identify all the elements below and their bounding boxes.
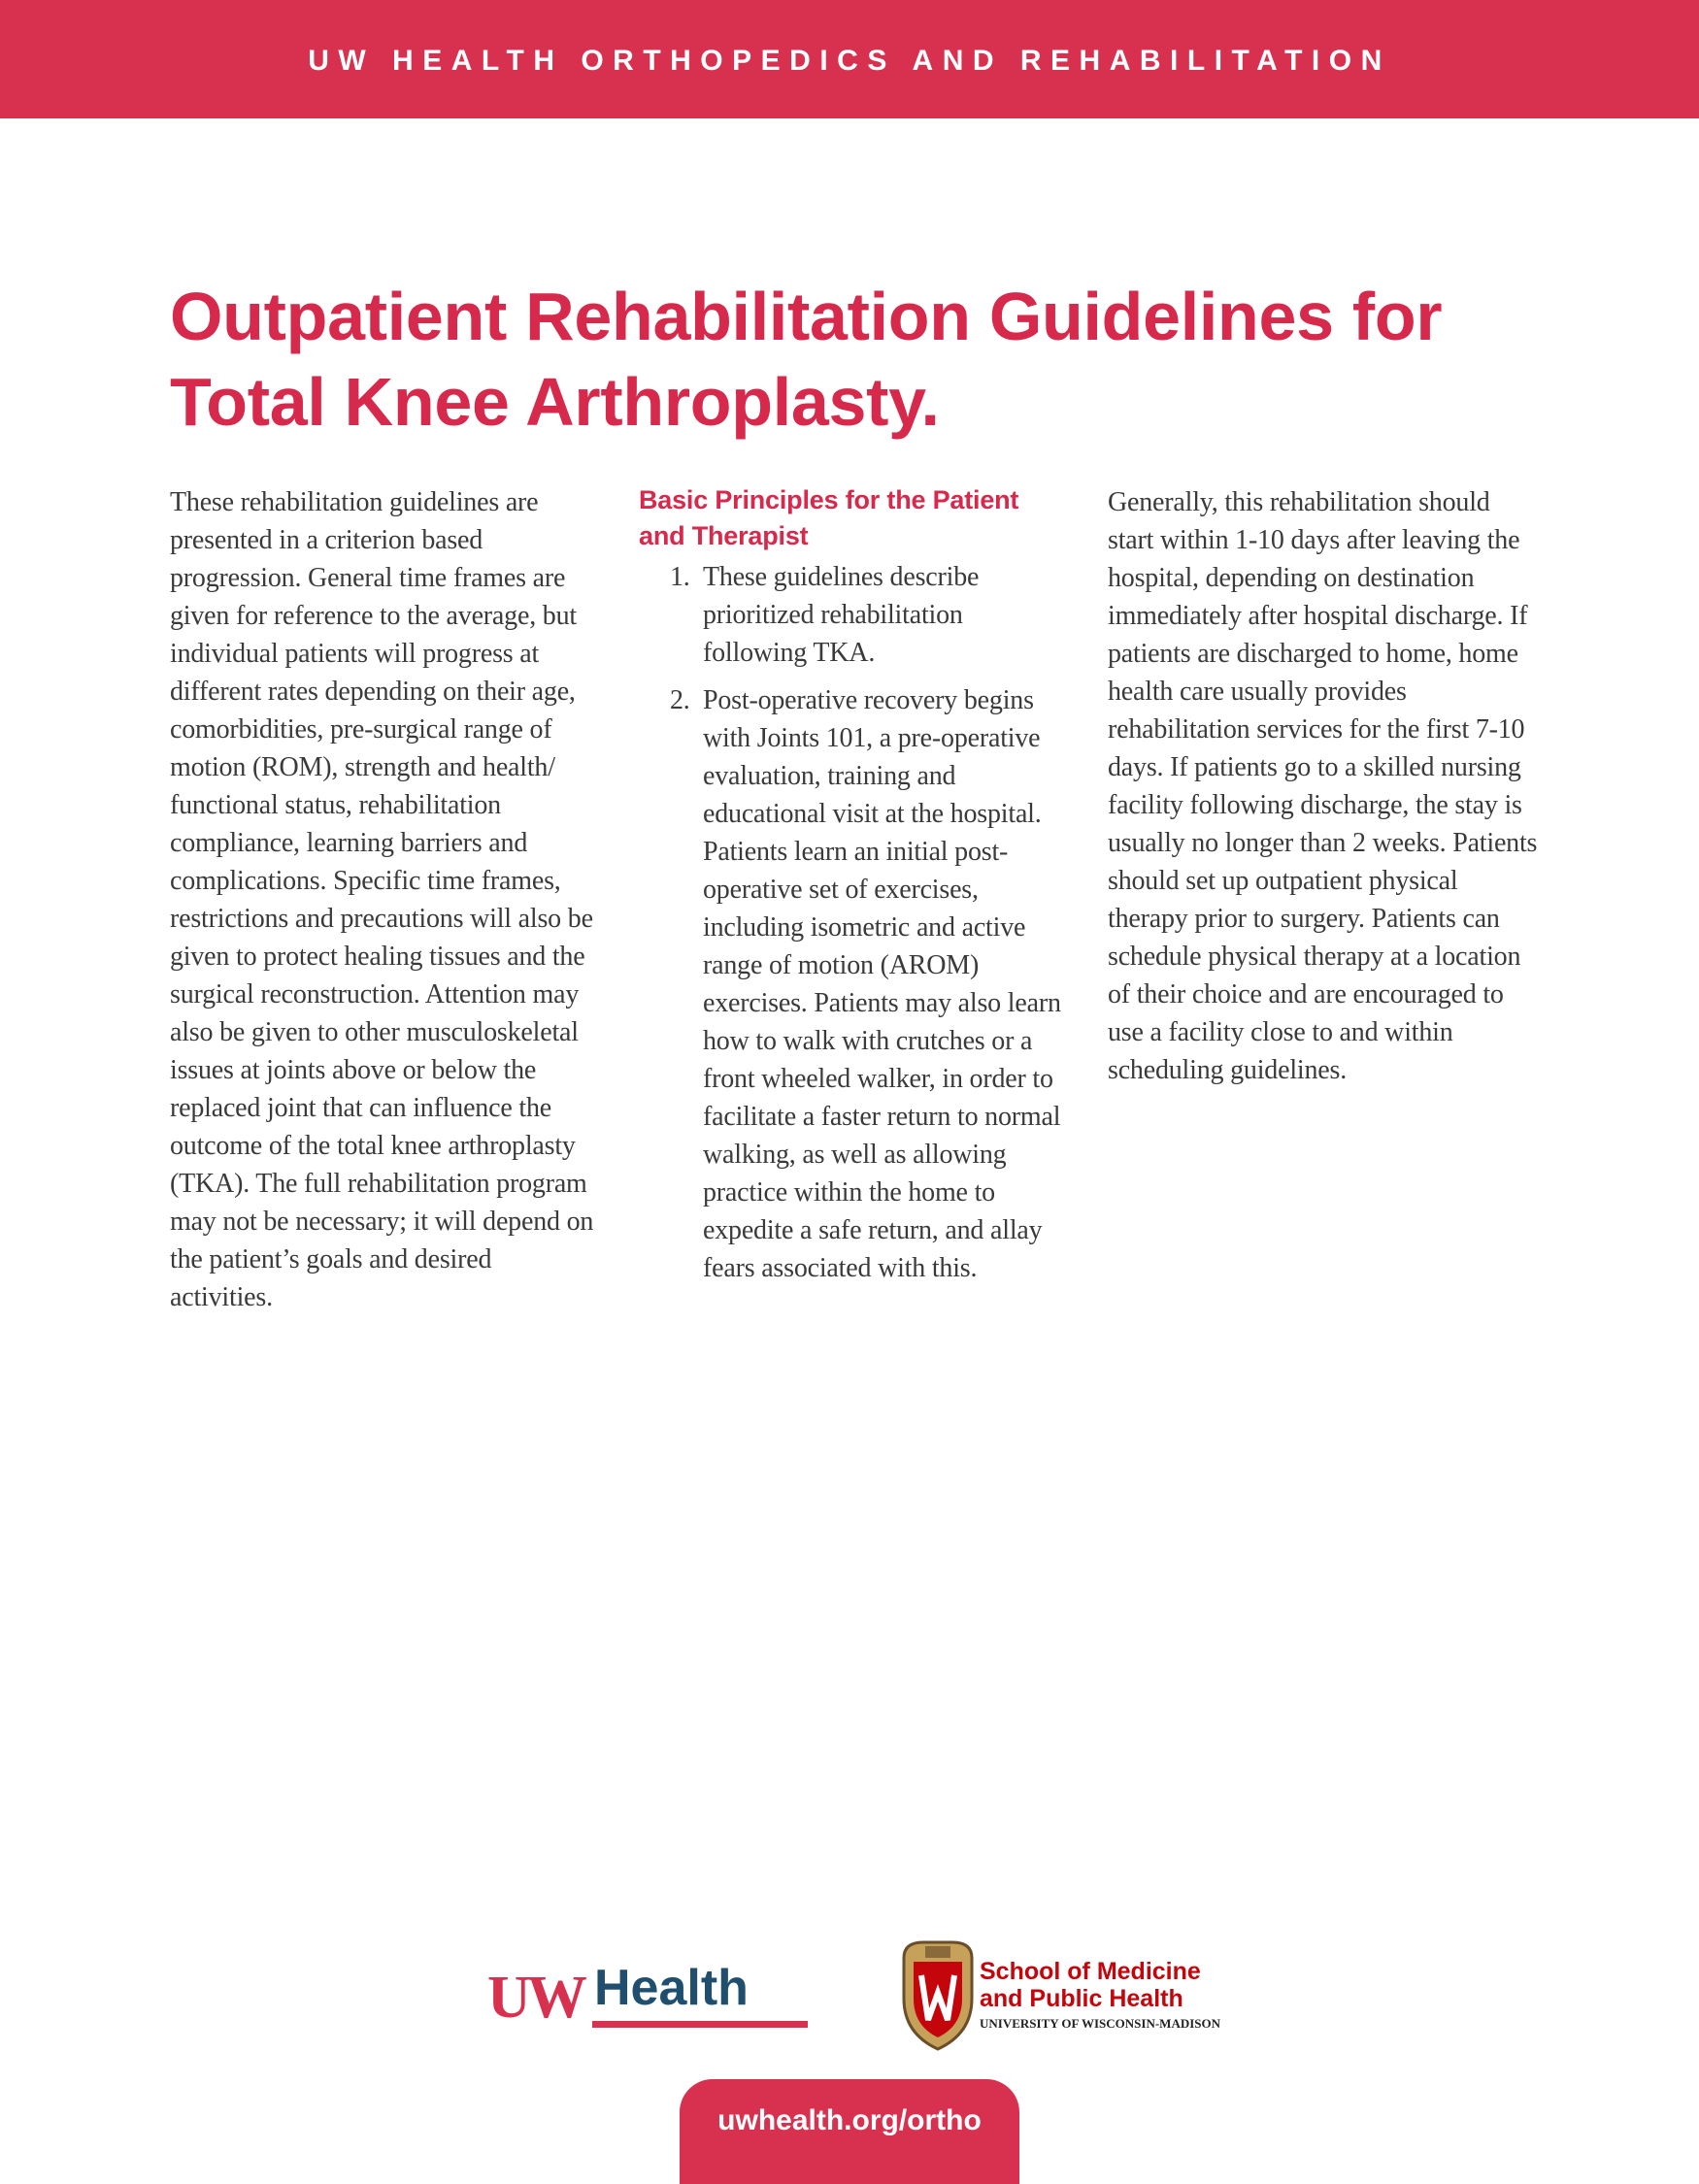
header-band: [0, 0, 1699, 118]
list-item-text: Post-operative recovery begins with Joints 101, a pre-operative evaluation, training and educational visit at the hospital. Patients learn an initial post-operative set of exercises, including isometric and active range of motion (AROM) exercises. Patients may also learn how to walk with crutches or a front wheeled walker, in order to facilitate a faster return to normal walking, as well as allowing practice within the home to expedite a safe return, and allay fears associated with this.: [703, 685, 1061, 1283]
page-title: [170, 274, 1549, 445]
uw-logo-underline: [592, 2021, 808, 2028]
url-tab[interactable]: [680, 2079, 1019, 2184]
footer-url-link[interactable]: uwhealth.org/ortho: [717, 2104, 982, 2136]
header-text: UW HEALTH ORTHOPEDICS AND REHABILITATION: [308, 45, 1391, 77]
list-item-number: 1.: [670, 562, 690, 592]
list-item: [639, 558, 1062, 672]
crest-icon: [904, 1942, 972, 2049]
smph-line-2: and Public Health: [980, 1985, 1183, 2012]
principles-list: [639, 558, 1062, 1287]
uw-logo-blue-text: Health: [594, 1960, 749, 2016]
smph-line-3: UNIVERSITY OF WISCONSIN-MADISON: [980, 2016, 1221, 2031]
intro-column: [170, 483, 597, 1316]
uw-logo-red-text: UW: [487, 1965, 583, 2031]
list-item-text: These guidelines describe prioritized rehabilitation following TKA.: [703, 562, 980, 668]
general-column: [1108, 483, 1540, 1089]
principles-heading: Basic Principles for the Patient and Therapist: [639, 485, 1019, 550]
list-item-number: 2.: [670, 685, 690, 715]
smph-line-1: School of Medicine: [980, 1958, 1201, 1985]
uw-health-logo: [487, 1953, 808, 2035]
title-line-2: Total Knee Arthroplasty.: [170, 364, 940, 440]
general-paragraph: Generally, this rehabilitation should start within 1-10 days after leaving the hospital, depending on destination immediately after hospital discharge. If patients are discharged to home, home health care usually provides rehabilitation services for the first 7-10 days. If patients go to a skilled nursing facility following discharge, the stay is usually no longer than 2 weeks. Patients should set up outpatient physical therapy prior to surgery. Patients can schedule physical therapy at a location of their choice and are encouraged to use a facility close to and within scheduling guidelines.: [1108, 487, 1538, 1085]
list-item: [639, 681, 1062, 1287]
principles-column: [639, 482, 1062, 1297]
title-line-1: Outpatient Rehabilitation Guidelines for: [170, 279, 1443, 354]
intro-paragraph: These rehabilitation guidelines are presented in a criterion based progression. General time frames are given for reference to the average, but individual patients will progress at different rates depending on their age, comorbidities, pre-surgical range of motion (ROM), strength and health/ functional status, rehabilitation compliance, learning barriers and complications. Specific time frames, restrictions and precautions will also be given to protect healing tissues and the surgical reconstruction. Attention may also be given to other musculoskeletal issues at joints above or below the replaced joint that can influence the outcome of the total knee arthroplasty (TKA). The full rehabilitation program may not be necessary; it will depend on the patient’s goals and desired activities.: [170, 487, 594, 1312]
smph-logo: [898, 1936, 1257, 2053]
